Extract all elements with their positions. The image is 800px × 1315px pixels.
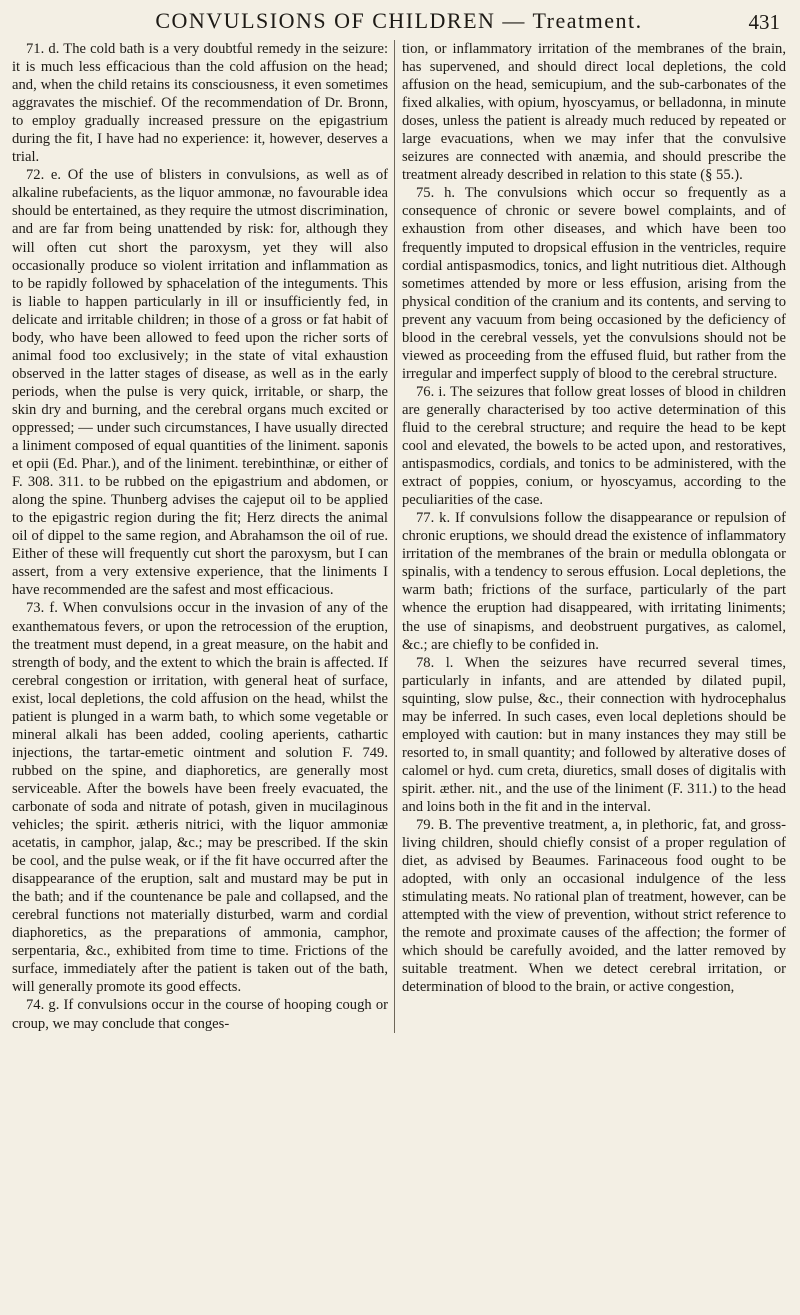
text-columns xyxy=(12,40,786,1033)
paragraph-71: 71. d. The cold bath is a very doubtful remedy in the seizure: it is much less efficacious than the cold affusion on the head; and, when the child retains its consciousness, it even sometimes aggravates the mischief. Of the recommendation of Dr. Bronn, to employ gradually increased pressure on the epigastrium during the fit, I have had no experience: it, however, deserves a trial. xyxy=(12,41,388,166)
right-column xyxy=(394,40,786,1033)
running-title: CONVULSIONS OF CHILDREN — Treatment. xyxy=(155,8,643,33)
paragraph-79: 79. B. The preventive treatment, a, in plethoric, fat, and gross-living children, should chiefly consist of a proper regulation of diet, as advised by Beaumes. Farinaceous food ought to be adopted, with only an occasional indulgence of the less stimulating meats. No rational plan of treatment, however, can be attempted with the view of prevention, without strict reference to the remote and proximate causes of the affection; the former of which should be carefully avoided, and the latter removed by suitable treatment. When we detect cerebral irritation, or determination of blood to the brain, or active congestion, xyxy=(402,817,786,996)
left-column xyxy=(12,40,394,1033)
paragraph-74-continued: tion, or inflammatory irritation of the membranes of the brain, has supervened, and should direct local depletions, the cold affusion on the head, semicupium, and the sub-carbonates of the fixed alkalies, with opium, hyoscyamus, or belladonna, in minute doses, unless the patient is already much reduced by repeated or large evacuations, when we may infer that the convulsive seizures are connected with anæmia, and should prescribe the treatment already described in relation to this state (§ 55.). xyxy=(402,41,786,184)
page-number: 431 xyxy=(748,10,780,34)
paragraph-78: 78. l. When the seizures have recurred several times, particularly in infants, and are attended by dilated pupil, squinting, slow pulse, &c., their connection with hydrocephalus may be inferred. In such cases, even local depletions should be employed with caution: but in many instances they may still be resorted to, in small quantity; and followed by alterative doses of calomel or hyd. cum creta, diuretics, small doses of digitalis with spirit. æther. nit., and the use of the liniment (F. 311.) to the head and loins both in the fit and in the interval. xyxy=(402,654,786,815)
paragraph-73: 73. f. When convulsions occur in the invasion of any of the exanthematous fevers, or upon the retrocession of the eruption, the treatment must depend, in a great measure, on the habit and strength of body, and the extent to which the brain is affected. If cerebral congestion or irritation, with general heat of surface, exist, local depletions, the cold affusion on the head, whilst the patient is plunged in a warm bath, to which some vegetable or mineral alkali has been added, cooling aperients, cathartic injections, the tartar-emetic ointment and solution F. 749. rubbed on the spine, and diaphoretics, are generally most serviceable. After the bowels have been freely evacuated, the carbonate of soda and nitrate of potash, given in mucilaginous vehicles; the spirit. ætheris nitrici, with the liquor ammoniæ acetatis, in camphor, jalap, &c.; may be prescribed. If the skin be cool, and the pulse weak, or if the fit have occurred after the disappearance of the eruption, salt and mustard may be put in the bath; and if the countenance be pale and collapsed, and the cerebral functions not materially disturbed, warm and cordial diaphoretics, as the preparations of ammonia, camphor, serpentaria, &c., exhibited from time to time. Frictions of the surface, immediately after the patient is taken out of the bath, will generally promote its good effects. xyxy=(12,600,388,996)
paragraph-74: 74. g. If convulsions occur in the course of hooping cough or croup, we may conclude that conges- xyxy=(12,997,388,1032)
paragraph-72: 72. e. Of the use of blisters in convulsions, as well as of alkaline rubefacients, as the liquor ammonæ, no favourable idea should be entertained, as they require the utmost discrimination, and are far from being unattended by risk: for, although they will often cut short the paroxysm, yet they will also occasionally produce so violent irritation and inflammation as to be rapidly followed by sphacelation of the integuments. This is liable to happen particularly in ill or insufficiently fed, in delicate and irritable children; in those of a gross or fat habit of body, who have been allowed to feed upon the richer sorts of animal food too exclusively; in the state of vital exhaustion observed in the latter stages of disease, as well as in the early periods, when the pulse is very quick, irritable, or sharp, the skin dry and burning, and the cerebral organs much excited or oppressed; — under such circumstances, I have usually directed a liniment composed of equal quantities of the liniment. saponis et opii (Ed. Phar.), and of the liniment. terebinthinæ, or either of F. 308. 311. to be rubbed on the epigastrium and abdomen, or along the spine. Thunberg advises the cajeput oil to be applied to the epigastric region during the fit; Herz directs the animal oil of dippel to the same region, and Abrahamson the oil of rue. Either of these will frequently cut short the paroxysm, but I can assert, from a very extensive experience, that the liniments I have recommended are the safest and most efficacious. xyxy=(12,167,388,599)
paragraph-76: 76. i. The seizures that follow great losses of blood in children are generally characterised by too active determination of this fluid to the cerebral structure; and require the head to be kept cool and elevated, the bowels to be acted upon, and restoratives, antispasmodics, cordials, and tonics to be administered, with the extract of poppies, conium, or hyoscyamus, according to the peculiarities of the case. xyxy=(402,383,786,509)
page-header xyxy=(12,6,786,40)
paragraph-75: 75. h. The convulsions which occur so frequently as a consequence of chronic or severe bowel complaints, and of exhaustion from other diseases, and which have been too frequently imputed to dropsical effusion in the ventricles, require cordial antispasmodics, tonics, and light nutritious diet. Although sometimes attended by more or less effusion, arising from the physical condition of the cranium and its contents, and serving to prevent any vacuum from being occasioned by the deficiency of blood in the cerebral vessels, yet the convulsions should not be viewed as proceeding from the effused fluid, but rather from the irregular and imperfect supply of blood to the cerebral structure. xyxy=(402,185,786,382)
paragraph-77: 77. k. If convulsions follow the disappearance or repulsion of chronic eruptions, we should dread the existence of inflammatory irritation of the membranes of the brain or medulla oblongata or spinalis, with a tendency to serous effusion. Local depletions, the warm bath; frictions of the surface, particularly of the part whence the eruption had disappeared, with irritating liniments; the use of sinapisms, and deobstruent purgatives, as calomel, &c.; are chiefly to be confided in. xyxy=(402,510,786,653)
